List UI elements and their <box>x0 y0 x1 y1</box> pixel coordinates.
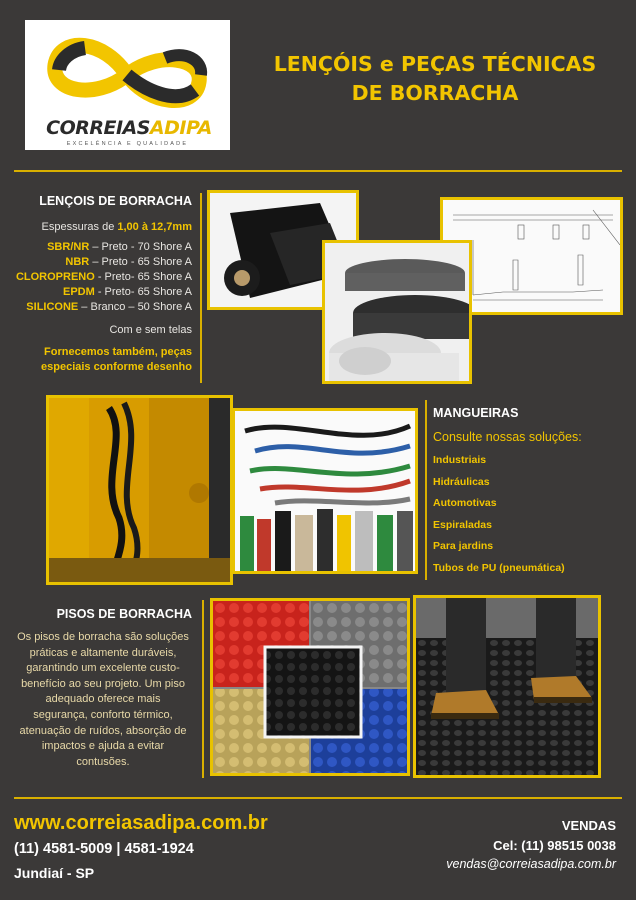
section-title-lencois: LENÇOIS DE BORRACHA <box>39 194 192 208</box>
sales-label: VENDAS <box>561 818 616 833</box>
canvas-note: Com e sem telas <box>109 324 192 336</box>
spec-item: SILICONE – Branco – 50 Shore A <box>26 301 192 313</box>
page-title-line2: DE BORRACHA <box>351 81 519 105</box>
hoses-photo <box>232 408 418 574</box>
spec-item: EPDM - Preto- 65 Shore A <box>63 286 192 298</box>
divider-bottom <box>14 797 622 799</box>
page-title-line1: LENÇÓIS e PEÇAS TÉCNICAS <box>273 52 597 76</box>
divider-vertical-pisos <box>202 600 204 778</box>
page-title <box>240 50 630 108</box>
pisos-description: Os pisos de borracha são soluções práticas e altamente duráveis, garantindo um excelente custo- benefício ao seu projeto. Um piso adequado oferece mais segurança, conforto térmico, atenuação de ruídos, absorção de impactos e ajuda a evitar contusões. <box>17 631 189 768</box>
brand-name: CORREIASADIPA <box>46 117 212 139</box>
section-title-pisos: PISOS DE BORRACHA <box>56 607 192 621</box>
divider-top <box>14 170 622 172</box>
thickness-line: Espessuras de 1,00 à 12,7mm <box>41 221 192 233</box>
brand-logo <box>25 20 230 150</box>
list-item: Hidráulicas <box>433 475 490 488</box>
phone-numbers[interactable]: (11) 4581-5009 | 4581-1924 <box>14 841 194 857</box>
grey-white-rolls-photo <box>322 240 472 384</box>
hose-type-list <box>433 450 565 580</box>
boots-on-floor-photo <box>413 595 601 778</box>
spec-list <box>8 240 192 315</box>
sales-email-link[interactable]: vendas@correiasadipa.com.br <box>446 857 616 871</box>
brand-slogan: EXCELÊNCIA E QUALIDADE <box>66 141 189 147</box>
divider-vertical-lencois <box>200 193 202 383</box>
list-item: Industriais <box>433 454 487 466</box>
machine-hydraulic-photo <box>46 395 233 585</box>
list-item: Tubos de PU (pneumática) <box>433 561 565 574</box>
list-item: Para jardins <box>433 540 494 553</box>
mangueiras-subtitle: Consulte nossas soluções: <box>433 430 582 444</box>
city-location: Jundiaí - SP <box>14 865 95 881</box>
spec-item: NBR – Preto - 65 Shore A <box>65 256 192 268</box>
spec-item: SBR/NR – Preto - 70 Shore A <box>47 241 192 253</box>
spec-item: CLOROPRENO - Preto- 65 Shore A <box>15 271 192 283</box>
floor-samples-photo <box>210 598 410 776</box>
list-item: Automotivas <box>433 497 497 510</box>
divider-vertical-mangueiras <box>425 400 427 580</box>
sales-cell-phone[interactable]: Cel: (11) 98515 0038 <box>493 838 616 853</box>
list-item: Espiraladas <box>433 518 492 531</box>
special-parts-note: Fornecemos também, peças especiais conforme desenho <box>41 346 192 373</box>
section-title-mangueiras: MANGUEIRAS <box>433 406 519 420</box>
website-link[interactable]: www.correiasadipa.com.br <box>14 812 268 834</box>
